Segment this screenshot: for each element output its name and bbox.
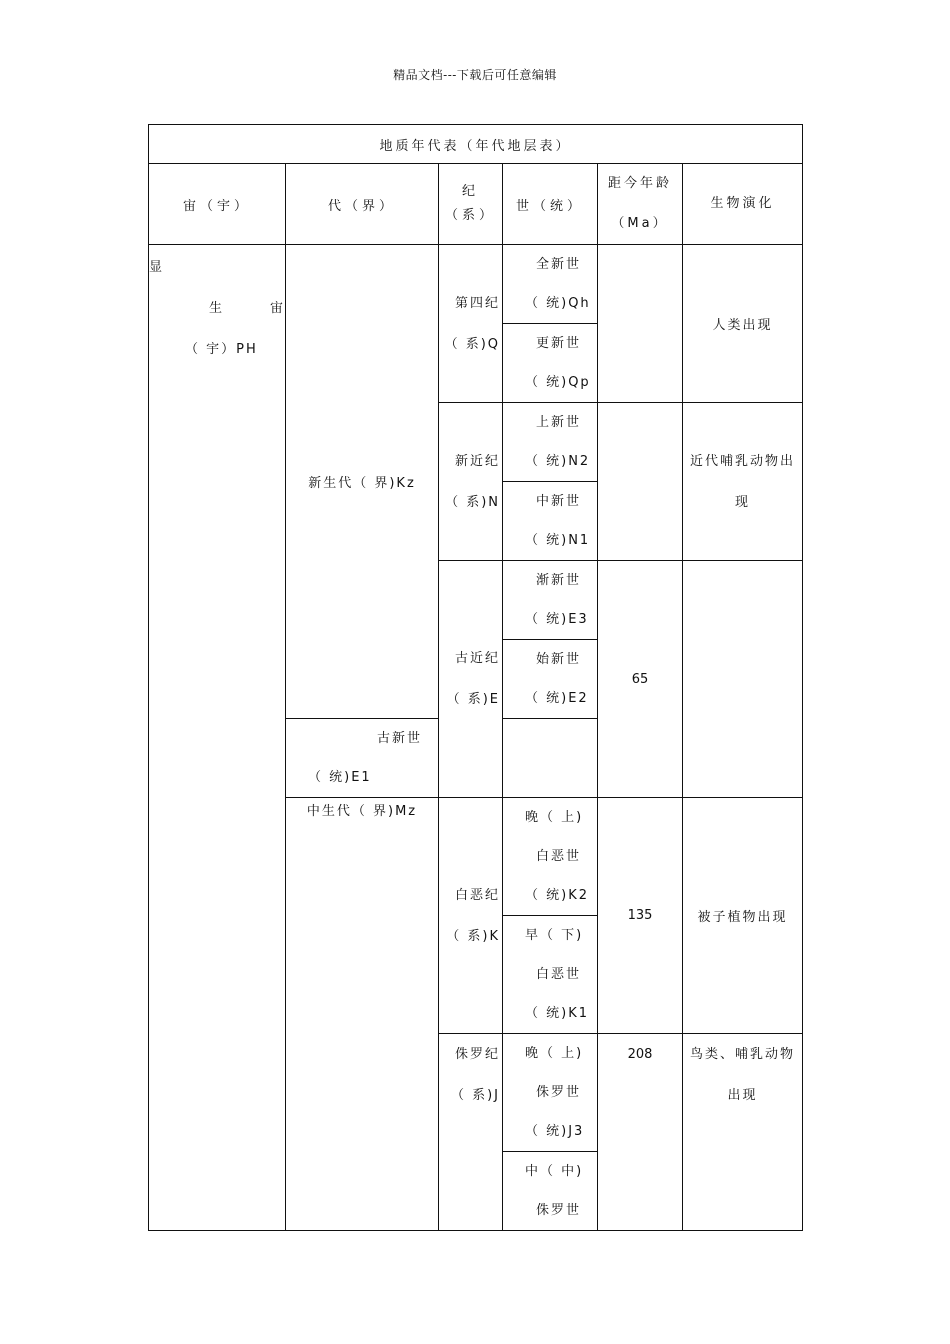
evolution-quaternary: 人类出现 [683,245,803,403]
epoch-holocene [503,245,598,324]
period-neogene [439,403,503,561]
header-period-line1: 纪 [461,184,479,199]
epoch-middle-jurassic-line1: 中（ 中) [525,1164,584,1179]
epoch-oligocene-name: 渐新世 [535,573,581,588]
geologic-time-table [148,124,803,1231]
period-neogene-code: （ 系)N [445,494,500,510]
epoch-pliocene-name: 上新世 [535,415,581,430]
age-quaternary [598,245,683,403]
epoch-pliocene [503,403,598,482]
period-paleogene-code: （ 系)E [446,692,500,707]
header-eon: 宙（宇） [149,164,286,245]
period-quaternary [439,245,503,403]
evolution-paleogene [683,561,803,798]
header-epoch: 世（统） [503,164,598,245]
period-cretaceous-name: 白恶纪 [454,887,500,903]
period-cretaceous [439,798,503,1034]
period-paleogene [439,561,503,798]
epoch-middle-jurassic [503,1152,598,1231]
epoch-paleocene [286,719,439,798]
epoch-pleistocene [503,324,598,403]
epoch-early-cretaceous-line2: 白恶世 [535,967,581,982]
eon-line2-b: 宙 [270,301,286,316]
epoch-early-cretaceous [503,916,598,1034]
period-paleogene-name: 古近纪 [454,651,500,666]
evolution-neogene [683,403,803,561]
evolution-jurassic [683,1034,803,1231]
evolution-neogene-line2: 现 [735,494,751,510]
epoch-eocene [503,640,598,719]
period-jurassic-code: （ 系)J [450,1088,500,1103]
epoch-pleistocene-name: 更新世 [535,336,581,351]
age-neogene [598,403,683,561]
evolution-neogene-line1: 近代哺乳动物出 [690,453,796,469]
epoch-paleocene-code: （ 统)E1 [308,770,372,785]
epoch-miocene-code: （ 统)N1 [525,533,591,548]
header-age [598,164,683,245]
age-cretaceous: 135 [598,798,683,1034]
epoch-oligocene-code: （ 统)E3 [525,612,589,627]
epoch-late-cretaceous-line1: 晚（ 上) [525,810,584,825]
age-jurassic: 208 [598,1034,683,1231]
evolution-jurassic-line1: 鸟类、哺乳动物 [690,1047,796,1062]
epoch-late-jurassic-line1: 晚（ 上) [525,1046,584,1061]
evolution-jurassic-line2: 出现 [727,1088,758,1103]
epoch-late-jurassic-line3: （ 统)J3 [525,1124,585,1139]
page-header: 精品文档---下载后可任意编辑 [393,68,557,82]
epoch-miocene [503,482,598,561]
age-paleogene: 65 [598,561,683,798]
era-cenozoic: 新生代（ 界)Kz [286,245,439,719]
evolution-cretaceous: 被子植物出现 [683,798,803,1034]
eon-line2 [149,288,285,329]
epoch-early-cretaceous-line1: 早（ 下) [525,928,584,943]
epoch-oligocene [503,561,598,640]
eon-line3: （ 宇）PH [185,342,258,357]
epoch-holocene-code: （ 统)Qh [525,296,591,311]
eon-line2-a: 生 [209,301,225,316]
epoch-late-cretaceous-line2: 白恶世 [535,849,581,864]
header-era: 代（界） [286,164,439,245]
epoch-early-cretaceous-line3: （ 统)K1 [525,1006,590,1021]
epoch-holocene-name: 全新世 [535,257,581,272]
period-jurassic-name: 侏罗纪 [454,1047,500,1062]
epoch-paleocene-name: 古新世 [376,731,422,746]
header-period [439,164,503,245]
eon-line1: 显 [149,260,165,275]
era-mesozoic: 中生代（ 界)Mz [286,798,439,1231]
epoch-late-cretaceous-line3: （ 统)K2 [525,888,590,903]
period-cretaceous-code: （ 系)K [446,928,500,944]
epoch-late-jurassic [503,1034,598,1152]
epoch-eocene-name: 始新世 [535,652,581,667]
header-age-line2: （Ma） [611,216,669,231]
eon-cell [149,245,286,1231]
header-age-line1: 距今年龄 [607,176,672,191]
epoch-pliocene-code: （ 统)N2 [525,454,591,469]
period-neogene-name: 新近纪 [454,453,500,469]
epoch-late-jurassic-line2: 侏罗世 [535,1085,581,1100]
period-quaternary-code: （ 系)Q [444,336,500,352]
period-quaternary-name: 第四纪 [454,295,500,311]
epoch-pleistocene-code: （ 统)Qp [525,375,591,390]
header-evolution: 生物演化 [683,164,803,245]
epoch-eocene-code: （ 统)E2 [525,691,589,706]
epoch-late-cretaceous [503,798,598,916]
epoch-middle-jurassic-line2: 侏罗世 [535,1203,581,1218]
table-title: 地质年代表（年代地层表） [149,125,803,164]
period-jurassic [439,1034,503,1231]
epoch-miocene-name: 中新世 [535,494,581,509]
header-period-line2: （系） [444,208,496,223]
